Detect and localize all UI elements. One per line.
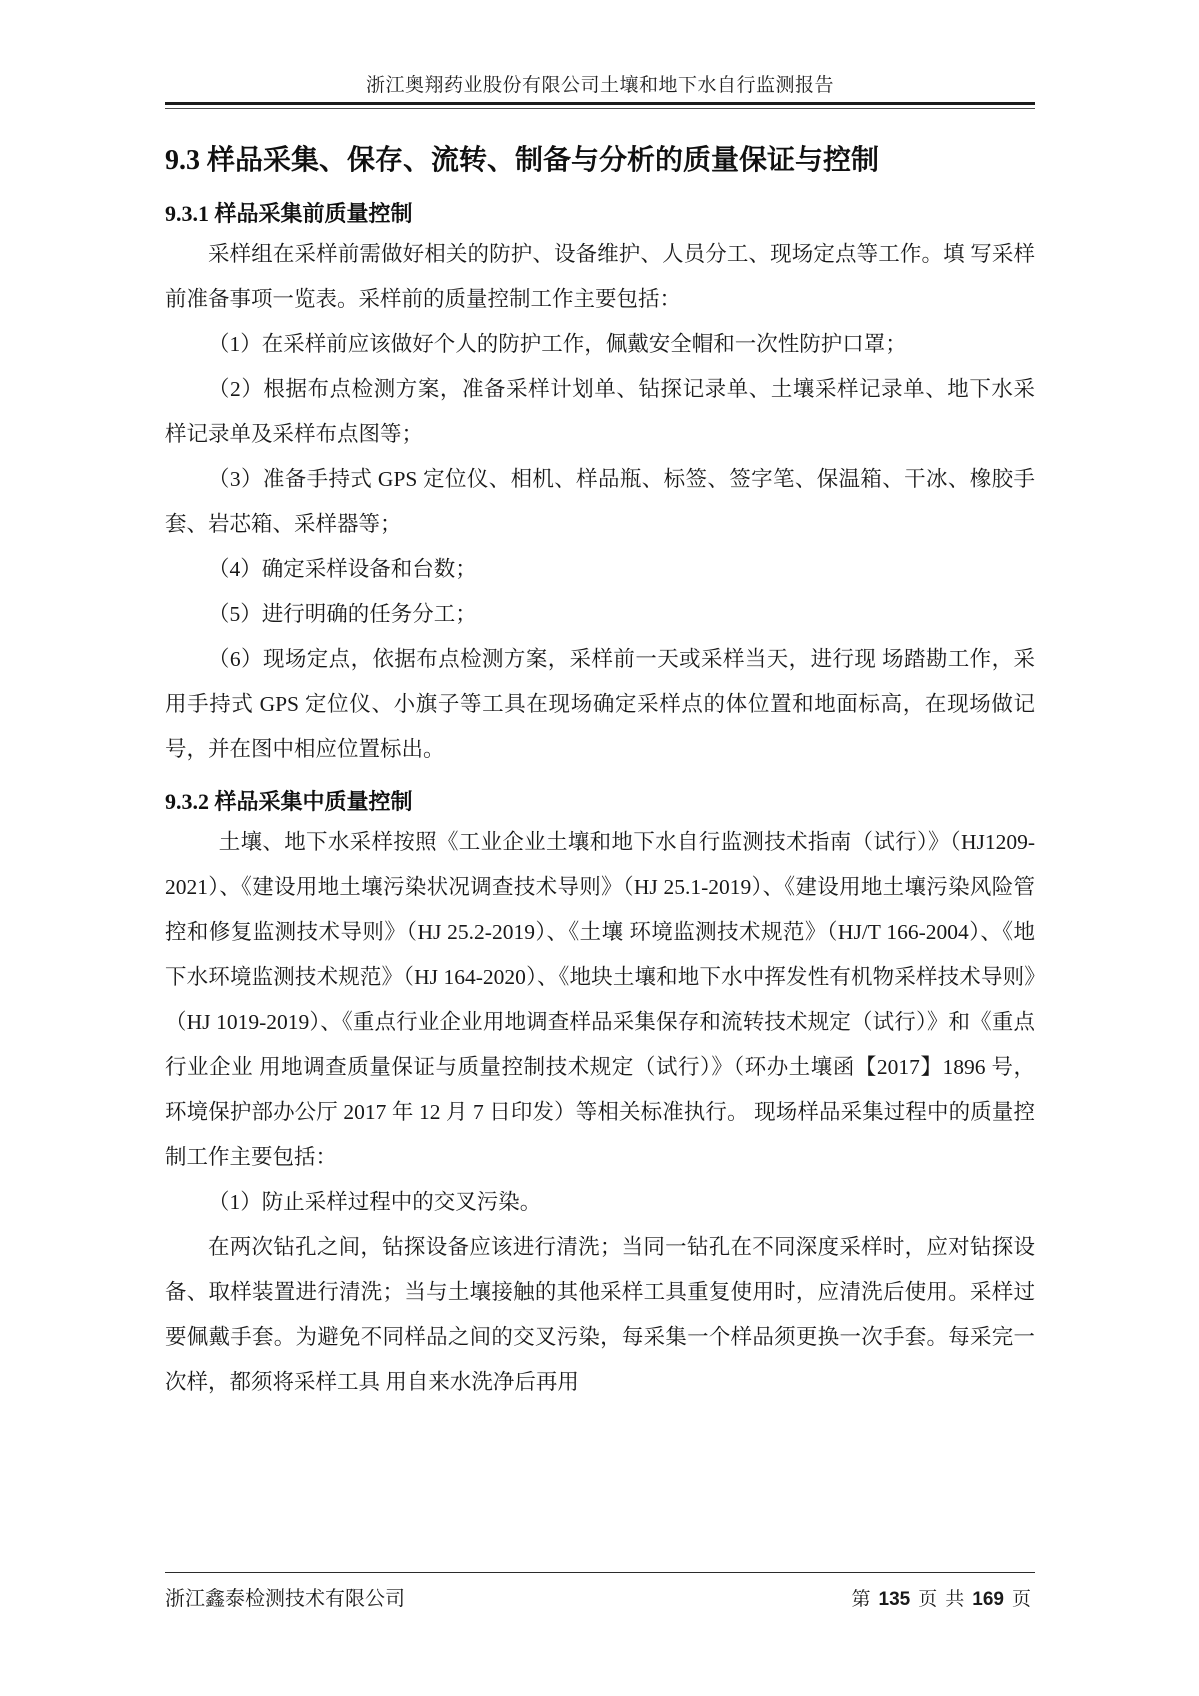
paragraph: 土壤、地下水采样按照《工业企业土壤和地下水自行监测技术指南（试行）》（HJ1209-2021）、《建设用地土壤污染状况调查技术导则》（HJ 25.1-2019）、《建设用地土壤污染风险管控和修复监测技术导则》（HJ 25.2-2019）、《土壤 环境监测技术规范》（HJ/T 166-2004）、《地下水环境监测技术规范》（HJ 164-2020）、《地块土壤和地下水中挥发性有机物采样技术导则》（HJ 1019-2019）、《重点行业企业用地调查样品采集保存和流转技术规定（试行）》和《重点行业企业 用地调查质量保证与质量控制技术规定（试行）》（环办土壤函【2017】1896 号，环境保护部办公厅 2017 年 12 月 7 日印发）等相关标准执行。 现场样品采集过程中的质量控制工作主要包括： [165, 830, 1035, 1169]
header-rule [165, 102, 1035, 109]
paragraph: （2）根据布点检测方案，准备采样计划单、钻探记录单、土壤采样记录单、地下水采样记录单及采样布点图等； [165, 377, 1035, 446]
section-title: 9.3 样品采集、保存、流转、制备与分析的质量保证与控制 [165, 145, 880, 176]
paragraph: （5）进行明确的任务分工； [208, 602, 477, 626]
page-footer [165, 1572, 1035, 1611]
page-label-suffix: 页 [1011, 1589, 1031, 1610]
subsection-title-9-3-2: 9.3.2 样品采集中质量控制 [165, 789, 413, 814]
page-number-current: 135 [878, 1589, 911, 1610]
page-number-total: 169 [972, 1589, 1004, 1610]
footer-page-info [848, 1584, 1035, 1611]
paragraph: （4）确定采样设备和台数； [208, 557, 477, 581]
paragraph: （1）防止采样过程中的交叉污染。 [208, 1190, 542, 1214]
paragraph: （3）准备手持式 GPS 定位仪、相机、样品瓶、标签、签字笔、保温箱、干冰、橡胶手套、岩芯箱、采样器等； [165, 467, 1035, 536]
paragraph: （1）在采样前应该做好个人的防护工作，佩戴安全帽和一次性防护口罩； [208, 332, 907, 356]
footer-company: 浙江鑫泰检测技术有限公司 [165, 1588, 405, 1610]
subsection-title-9-3-1: 9.3.1 样品采集前质量控制 [165, 201, 413, 226]
paragraph: 采样组在采样前需做好相关的防护、设备维护、人员分工、现场定点等工作。填 写采样前准备事项一览表。采样前的质量控制工作主要包括： [165, 242, 1035, 311]
paragraph: 在两次钻孔之间，钻探设备应该进行清洗；当同一钻孔在不同深度采样时，应对钻探设备、取样装置进行清洗；当与土壤接触的其他采样工具重复使用时，应清洗后使用。采样过要佩戴手套。为避免不同样品之间的交叉污染，每采集一个样品须更换一次手套。每采完一次样，都须将采样工具 用自来水洗净后再用 [165, 1235, 1035, 1394]
header-title: 浙江奥翔药业股份有限公司土壤和地下水自行监测报告 [365, 75, 834, 96]
page-label-mid2: 共 [945, 1589, 965, 1610]
page-label-mid1: 页 [918, 1589, 938, 1610]
document-content [165, 130, 1035, 1405]
page-label-prefix: 第 [851, 1589, 871, 1610]
page-header [165, 0, 1035, 109]
paragraph: （6）现场定点，依据布点检测方案，采样前一天或采样当天，进行现 场踏勘工作，采用手持式 GPS 定位仪、小旗子等工具在现场确定采样点的体位置和地面标高，在现场做记号，并在图中相应位置标出。 [165, 647, 1035, 761]
